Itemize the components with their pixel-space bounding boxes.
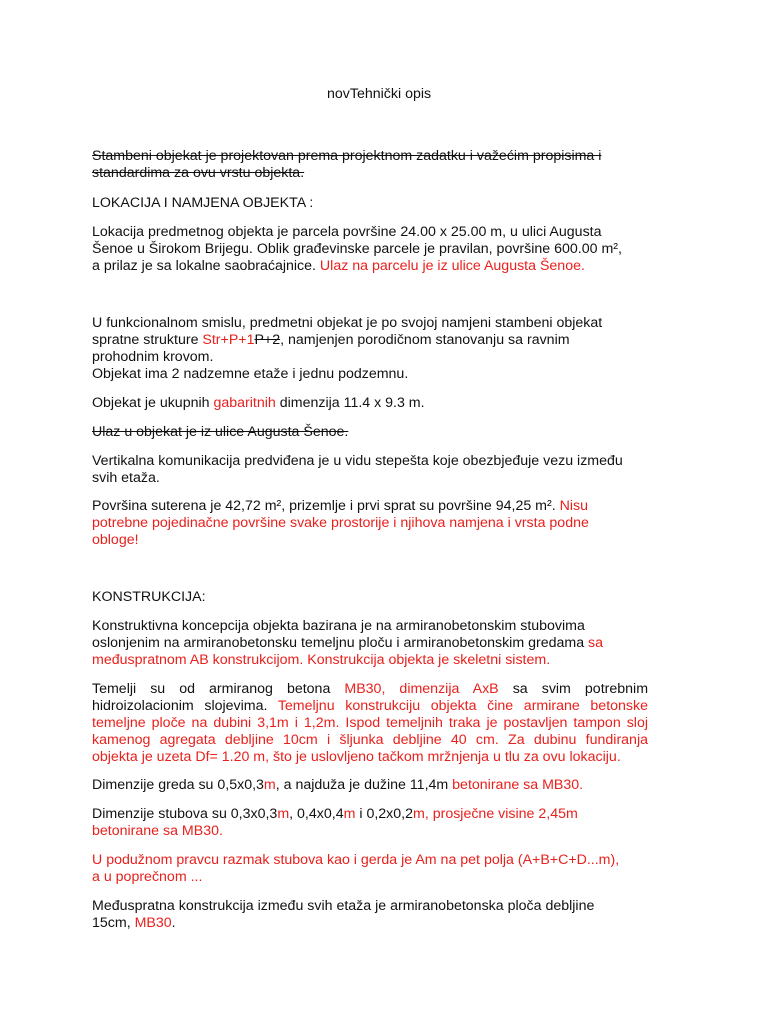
greda-unit: m — [263, 777, 276, 793]
lokacija-line-3 — [92, 258, 585, 275]
povrs-line-1 — [92, 498, 588, 515]
stub-dim-3: i 0,2x0,2 — [355, 806, 413, 822]
medju-line-2 — [92, 915, 176, 932]
konc-text: oslonjenim na armiranobetonsku temeljnu ploču i armiranobetonskim gredama — [92, 635, 589, 651]
gabarit-dims: dimenzija 11.4 x 9.3 m. — [275, 395, 425, 411]
poduz-line-1: U podužnom pravcu razmak stubova kao i gerda je Am na pet polja (A+B+C+D...m), — [92, 852, 620, 868]
temelji-line-1 — [92, 681, 648, 698]
greda-text: Dimenzije greda su 0,5x0,3 — [92, 777, 264, 793]
medju-red: MB30 — [134, 915, 172, 931]
lokacija-ulaz-note: Ulaz na parcelu je iz ulice Augusta Šenoe. — [319, 258, 585, 274]
stub-text: Dimenzije stubova su 0,3x0,3 — [92, 806, 278, 822]
funk-line-4: Objekat ima 2 nadzemne etaže i jednu podzemnu. — [92, 366, 409, 382]
temelji-line-3: temeljne ploče na dubini 3,1m i 1,2m. Ispod temeljnih traka je postavljen tampon sloj — [92, 715, 648, 731]
stub-red: m, prosječne visine 2,45m — [413, 806, 578, 822]
gabarit-line — [92, 395, 425, 412]
konc-red: sa — [588, 635, 604, 651]
povrs-line-3: obloge! — [92, 532, 139, 548]
konc-line-2 — [92, 635, 603, 652]
medju-period: . — [171, 915, 176, 931]
stub-dim-2: , 0,4x0,4 — [289, 806, 344, 822]
stub-line-2: betonirane sa MB30. — [92, 823, 223, 839]
povrs-text: Površina suterena je 42,72 m², prizemlje i prvi sprat su površine 94,25 m². — [92, 498, 560, 514]
temelji-text-end: sa svim potrebnim — [498, 681, 649, 697]
gabarit-red: gabaritnih — [213, 395, 276, 411]
stub-unit-1: m — [277, 806, 290, 822]
vert-line-2: svih etaža. — [92, 470, 160, 486]
heading-lokacija: LOKACIJA I NAMJENA OBJEKTA : — [92, 195, 314, 211]
intro-line-1: Stambeni objekat je projektovan prema projektnom zadatku i važećim propisima i — [92, 148, 602, 164]
medju-line-1: Međuspratna konstrukcija između svih etaža je armiranobetonska ploča debljine — [92, 898, 595, 914]
vert-line-1: Vertikalna komunikacija predviđena je u vidu stepešta koje obezbjeđuje vezu između — [92, 453, 623, 469]
document-title: novTehnički opis — [327, 86, 432, 102]
lokacija-line-2: Šenoe u Širokom Brijegu. Oblik građevinske parcele je pravilan, površine 600.00 m², — [92, 241, 622, 257]
funk-structure-strike: P+2 — [254, 332, 281, 348]
greda-red: betonirane sa MB30. — [452, 777, 584, 793]
ulaz-strike-line: Ulaz u objekat je iz ulice Augusta Šenoe. — [92, 424, 349, 440]
temelji-red-2: Temeljnu konstrukciju objekta čine armirane betonske — [277, 698, 648, 714]
intro-line-2: standardima za ovu vrstu objekta. — [92, 165, 305, 181]
heading-konstrukcija: KONSTRUKCIJA: — [92, 589, 206, 605]
funk-line-1: U funkcionalnom smislu, predmetni objekat je po svojoj namjeni stambeni objekat — [92, 315, 603, 331]
funk-text: spratne strukture — [92, 332, 203, 348]
povrs-red-start: Nisu — [559, 498, 588, 514]
temelji-line-2 — [92, 698, 648, 715]
temelji-text: Temelji su od armiranog betona — [92, 681, 345, 697]
poduz-line-2: a u poprečnom ... — [92, 869, 203, 885]
funk-line-2 — [92, 332, 570, 349]
povrs-line-2: potrebne pojedinačne površine svake prostorije i njihova namjena i vrsta podne — [92, 515, 589, 531]
temelji-red: MB30, dimenzija AxB — [344, 681, 499, 697]
greda-line — [92, 777, 583, 794]
stub-line-1 — [92, 806, 578, 823]
gabarit-text: Objekat je ukupnih — [92, 395, 214, 411]
konc-line-1: Konstruktivna koncepcija objekta bazirana je na armiranobetonskim stubovima — [92, 618, 585, 634]
medju-text: 15cm, — [92, 915, 135, 931]
temelji-line-4: kamenog agregata debljine 10cm i šljunka debljine 40 cm. Za dubinu fundiranja — [92, 732, 648, 748]
konc-line-3: međuspratnom AB konstrukcijom. Konstrukcija objekta je skeletni sistem. — [92, 652, 551, 668]
funk-line-3: prohodnim krovom. — [92, 349, 214, 365]
greda-length: , a najduža je dužine 11,4m — [275, 777, 453, 793]
lokacija-text: a prilaz je sa lokalne saobraćajnice. — [92, 258, 320, 274]
temelji-text-2: hidroizolacionim slojevima. — [92, 698, 278, 714]
funk-text-end: , namjenjen porodičnom stanovanju sa ravnim — [280, 332, 570, 348]
funk-structure-red: Str+P+1 — [202, 332, 255, 348]
lokacija-line-1: Lokacija predmetnog objekta je parcela površine 24.00 x 25.00 m, u ulici Augusta — [92, 224, 602, 240]
temelji-line-5: objekta je uzeta Df= 1.20 m, što je uslovljeno tačkom mržnjenja u tlu za ovu lokaciju. — [92, 749, 621, 765]
stub-unit-2: m — [343, 806, 356, 822]
